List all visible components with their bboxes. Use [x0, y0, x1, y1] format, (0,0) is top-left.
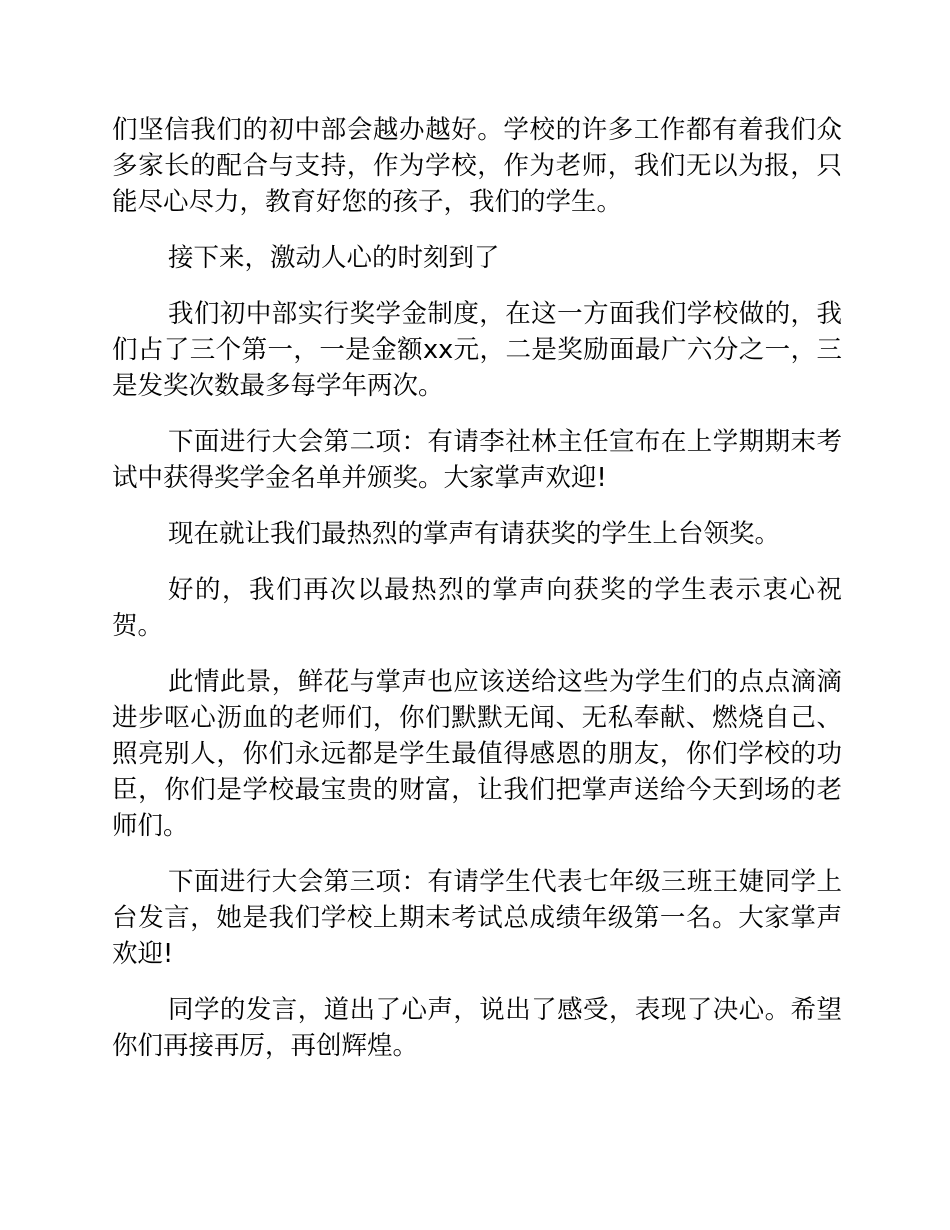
paragraph: 同学的发言，道出了心声，说出了感受，表现了决心。希望你们再接再厉，再创辉煌。 [112, 995, 842, 1061]
paragraph: 下面进行大会第三项：有请学生代表七年级三班王婕同学上台发言，她是我们学校上期末考试总成绩年级第一名。大家掌声欢迎! [112, 867, 842, 969]
paragraph: 此情此景，鲜花与掌声也应该送给这些为学生们的点点滴滴进步呕心沥血的老师们，你们默默无闻、无私奉献、燃烧自己、照亮别人，你们永远都是学生最值得感恩的朋友，你们学校的功臣，你们是学校最宝贵的财富，让我们把掌声送给今天到场的老师们。 [112, 667, 842, 841]
paragraph: 我们初中部实行奖学金制度，在这一方面我们学校做的，我们占了三个第一，一是金额xx元，二是奖励面最广六分之一，三是发奖次数最多每学年两次。 [112, 299, 842, 401]
document-body [112, 112, 842, 1084]
paragraph: 们坚信我们的初中部会越办越好。学校的许多工作都有着我们众多家长的配合与支持，作为学校，作为老师，我们无以为报，只能尽心尽力，教育好您的孩子，我们的学生。 [112, 115, 842, 217]
paragraph: 现在就让我们最热烈的掌声有请获奖的学生上台领奖。 [168, 519, 781, 549]
paragraph: 下面进行大会第二项：有请李社林主任宣布在上学期期末考试中获得奖学金名单并颁奖。大家掌声欢迎! [112, 427, 842, 493]
paragraph: 接下来，激动人心的时刻到了 [168, 243, 500, 273]
paragraph: 好的，我们再次以最热烈的掌声向获奖的学生表示衷心祝贺。 [112, 575, 842, 641]
